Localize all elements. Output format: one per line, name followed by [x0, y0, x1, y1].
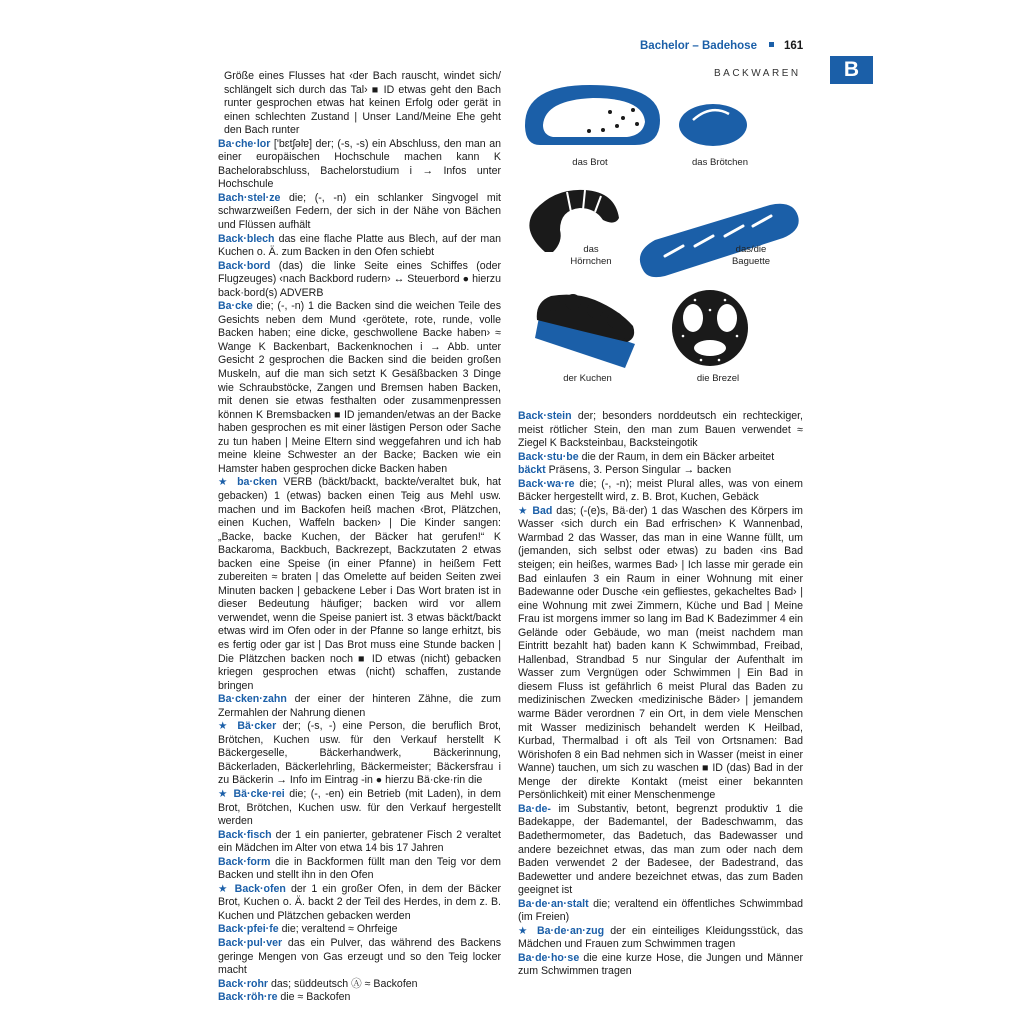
- bakery-goods-svg: [515, 80, 815, 400]
- entry-headword: Ba·cke: [218, 300, 253, 313]
- header-separator-square: [769, 42, 774, 47]
- dictionary-entry: [210, 923, 501, 937]
- entry-definition: Präsens, 3. Person Singular → backen: [545, 464, 732, 477]
- entry-definition: der; (-s, -) eine Person, die beruflich Brot, Brötchen, Kuchen usw. für den Verkauf herstellt K Bäckergeselle, Bäckerhandwerk, Bäckerinnung, Bäckerladen, Bäckerlehrling, Bäckermeister; Bäckersfrau i zu Bäckerin → Info im Eintrag -in ● hierzu Bä·cke·rin die: [218, 720, 501, 787]
- entry-definition: das ein Pulver, das während des Backens geringe Mengen von Gas erzeugt und so den Teig locker macht: [218, 937, 501, 977]
- dictionary-entry: [510, 898, 803, 925]
- dictionary-entry: [210, 300, 501, 476]
- entry-definition: der einer der hinteren Zähne, die zum Zermahlen der Nahrung dienen: [218, 693, 501, 719]
- cake-icon: [535, 294, 635, 368]
- entry-headword: Back·stu·be: [518, 450, 579, 463]
- dictionary-entry: [210, 883, 501, 924]
- entry-headword: Back·ofen: [234, 882, 286, 895]
- entry-headword: Back·röh·re: [218, 991, 278, 1004]
- entry-definition: Größe eines Flusses hat ‹der Bach rauscht, windet sich/ schlängelt sich durch das Tal› ■ ID etwas geht den Bach runter gesprochen etwas hat keinen Erfolg oder gerät in einen schlechten Zustand | Unser Land/Meine Ehe geht den Bach runter: [224, 70, 501, 137]
- dictionary-entry: [510, 451, 803, 465]
- entry-headword: Back·fisch: [218, 828, 272, 841]
- pretzel-icon: [672, 290, 748, 366]
- header-range: Bachelor – Badehose: [640, 40, 757, 52]
- entry-definition: die; (-, -n) 1 die Backen sind die weichen Teile des Gesichts neben dem Mund ‹gerötete, rote, runde, volle Backen haben; eine dicke, geschwollene Backe haben› ≈ Wange K Backenbart, Backenknochen i → Abb. unter Gesicht 2 gesprochen die Backen sind die beiden großen Muskeln, auf die man sich setzt K Gesäßbacken 3 Dinge wie Schraubstöcke, Zangen und Bremsen haben Backen, mit denen sie etwas festhalten oder zusammenpressen können K Bremsbacken ■ ID jemanden/etwas an der Backe haben gesprochen es mit einer lästigen Person oder Sache zu tun haben | Meine Eltern sind weggefahren und ich hab meine kleine Schwester an der Backe; Backen wie ein Hamster haben gesprochen dicke Backen haben: [218, 300, 501, 475]
- entry-headword: Bä·cke·rei: [233, 787, 285, 800]
- entry-definition: ['bɛtʃəlɐ] der; (-s, -s) ein Abschluss, den man an einer europäischen Hochschule machen kann K Bachelorabschluss, Bachelorstudium i → Infos unter Hochschule: [218, 137, 501, 191]
- dictionary-entry: [210, 720, 501, 788]
- running-header: [640, 40, 803, 52]
- entry-definition: die; (-, -n); meist Plural alles, was von einem Bäcker hergestellt wird, z. B. Brot, Kuchen, Gebäck: [518, 477, 803, 504]
- dictionary-entry: [210, 937, 501, 978]
- entry-headword: Ba·de·an·zug: [536, 924, 605, 937]
- caption-hoernchen: das Hörnchen: [570, 244, 612, 267]
- entry-definition: der ein einteiliges Kleidungsstück, das Mädchen und Frauen zum Schwimmen tragen: [518, 924, 803, 951]
- caption-baguette: das/die Baguette: [731, 244, 771, 267]
- bread-icon: [525, 85, 660, 145]
- dictionary-entry: [210, 978, 501, 992]
- star-marker-icon: ★: [518, 504, 533, 517]
- entry-definition: die eine kurze Hose, die Jungen und Männer zum Schwimmen tragen: [518, 951, 803, 978]
- entry-headword: Bä·cker: [237, 720, 277, 733]
- dictionary-entry: [510, 925, 803, 952]
- entry-definition: die; (-, -en) ein Betrieb (mit Laden), in dem Brot, Brötchen, Kuchen usw. für den Verkauf hergestellt werden: [218, 787, 501, 828]
- entry-definition: die der Raum, in dem ein Bäcker arbeitet: [578, 450, 775, 463]
- entry-headword: Ba·de·an·stalt: [518, 897, 589, 910]
- dictionary-entry: [210, 788, 501, 829]
- entry-headword: Ba·che·lor: [218, 137, 271, 150]
- entry-headword: Ba·de·ho·se: [518, 951, 580, 964]
- dictionary-entry: [210, 476, 501, 693]
- dictionary-entry: [510, 464, 803, 478]
- dictionary-entry: [210, 856, 501, 883]
- section-label: BACKWAREN: [714, 68, 801, 79]
- dictionary-entry: [510, 952, 803, 979]
- entry-definition: (das) die linke Seite eines Schiffes (oder Flugzeuges) ‹nach Backbord rudern› ↔ Steuerbord ● hierzu back·bord(s) ADVERB: [218, 259, 501, 299]
- star-marker-icon: ★: [218, 882, 235, 895]
- entry-definition: die ≈ Backofen: [277, 991, 351, 1004]
- star-marker-icon: ★: [518, 924, 537, 937]
- entry-headword: ba·cken: [237, 476, 278, 489]
- entry-definition: die; veraltend ≈ Ohrfeige: [278, 923, 398, 936]
- star-marker-icon: ★: [218, 476, 238, 489]
- entry-definition: der 1 ein großer Ofen, in dem der Bäcker Brot, Kuchen o. Ä. backt 2 der Teil des Herdes, in dem z. B. Kuchen und Plätzchen gebacken werden: [218, 882, 501, 922]
- dictionary-entry: [510, 803, 803, 898]
- dictionary-entry: [210, 829, 501, 856]
- entry-definition: der 1 ein panierter, gebratener Fisch 2 veraltet ein Mädchen im Alter von etwa 14 bis 17 Jahren: [218, 828, 501, 855]
- star-marker-icon: ★: [218, 787, 234, 800]
- entry-definition: das; süddeutsch Ⓐ ≈ Backofen: [268, 977, 418, 990]
- entry-headword: Back·rohr: [218, 977, 269, 990]
- entry-headword: Back·stein: [518, 410, 572, 422]
- entry-headword: Back·pfei·fe: [218, 923, 279, 936]
- entry-headword: Back·pul·ver: [218, 937, 283, 949]
- entry-headword: Bad: [532, 504, 553, 517]
- entry-definition: der; besonders norddeutsch ein rechteckiger, meist rötlicher Stein, den man zum Bauen verwendet ≈ Ziegel K Backsteinbau, Backsteingotik: [518, 410, 803, 450]
- dictionary-entry: [510, 505, 803, 803]
- entry-definition: die; veraltend ein öffentliches Schwimmbad (im Freien): [518, 897, 803, 924]
- caption-broetchen: das Brötchen: [692, 157, 748, 168]
- caption-brot: das Brot: [572, 157, 608, 168]
- dictionary-entry: [510, 410, 803, 451]
- dictionary-entry: [210, 991, 501, 1005]
- entry-definition: VERB (bäckt/backt, backte/veraltet buk, hat gebacken) 1 (etwas) backen einen Teig aus Mehl usw. machen und im Backofen heiß machen ‹Brot, Plätzchen, einen Kuchen, Waffeln backen› | Die Kinder sangen: „Backe, backe Kuchen, der Bäcker hat gerufen!“ K Backaroma, Backbuch, Backrezept, Backzutaten 2 etwas backen eine Speise (in einer Pfanne) in heißem Fett zubereiten ≈ braten | das Omelette auf beiden Seiten zwei Minuten backen | gebackene Leber i Das Wort braten ist in dieser Bedeutung häufiger; backen wird vor allem verwendet, wenn die Speise paniert ist. 3 etwas bäckt/backt etwas wird im Ofen oder in der Pfanne so lange erhitzt, bis es fertig oder gar ist | Das Brot muss eine Stunde backen | Die Plätzchen backen noch ■ ID etwas (nicht) gebacken kriegen gesprochen etwas (nicht) schaffen, zustande bringen: [218, 476, 501, 692]
- dictionary-entry: [210, 192, 501, 233]
- dictionary-entry: [210, 233, 501, 260]
- entry-headword: Ba·de-: [518, 802, 551, 815]
- entry-headword: bäckt: [518, 464, 546, 477]
- dictionary-entry: [210, 138, 501, 192]
- entry-headword: Bach·stel·ze: [218, 191, 281, 204]
- right-column: [510, 410, 803, 979]
- left-column: [210, 70, 501, 1005]
- entry-headword: Back·bord: [218, 259, 271, 272]
- star-marker-icon: ★: [218, 720, 238, 733]
- entry-headword: Back·blech: [218, 232, 275, 245]
- entry-headword: Back·form: [218, 855, 271, 868]
- dictionary-entry: [210, 693, 501, 720]
- letter-thumb-tab: B: [830, 56, 873, 84]
- backwaren-illustrations: [515, 80, 815, 400]
- dictionary-entry: [510, 478, 803, 505]
- caption-kuchen: der Kuchen: [563, 373, 612, 384]
- entry-headword: Back·wa·re: [518, 477, 575, 490]
- page-number: 161: [783, 40, 804, 52]
- entry-definition: die; (-, -n) ein schlanker Singvogel mit schwarzweißen Federn, der sich in der Nähe von Bächen und Flüssen aufhält: [218, 191, 501, 232]
- croissant-icon: [529, 190, 619, 252]
- entry-definition: im Substantiv, betont, begrenzt produktiv 1 die Badekappe, der Bademantel, der Badeschwamm, das Badethermometer, das Badetuch, das Badewasser und andere bezeichnet etwas, das man zum oder nach dem Baden verwendet 2 der Badesee, der Badestrand, das Badewetter und andere bezeichnet etwas, das zum Baden geeignet ist: [518, 802, 803, 897]
- entry-definition: das eine flache Platte aus Blech, auf der man Kuchen o. Ä. zum Backen in den Ofen schiebt: [218, 232, 501, 259]
- bread-roll-icon: [679, 104, 747, 146]
- dictionary-entry: [210, 70, 501, 138]
- entry-definition: das; (-(e)s, Bä·der) 1 das Waschen des Körpers im Wasser ‹sich durch ein Bad erfrischen› K Wannenbad, Warmbad 2 das Wasser, das man in eine Wanne füllt, um (jemanden, sich selbst oder etwas) zu baden ‹ins Bad steigen; ein heißes, warmes Bad› | Ich lasse mir gerade ein Bad einlaufen 3 ein Raum in einer Wohnung mit einer Badewanne oder Dusche ‹ein gefliestes, gekacheltes Bad› | eine Wohnung mit zwei Zimmern, Küche und Bad | Meine Frau ist morgens immer so lang im Bad K Badezimmer 4 ein Gelände oder Gebäude, wo man (meist nachdem man Eintritt bezahlt hat) baden kann K Schwimmbad, Freibad, Hallenbad, Strandbad 5 nur Singular der Aufenthalt im Wasser zum Vergnügen oder Schwimmen | Ein Bad in diesem Fluss ist gefährlich 6 meist Plural das Baden zu medizinischen Zwecken ‹medizinische Bäder› | jemandem warme Bäder verordnen 7 ein Ort, in dem viele Menschen mit Wasser medizinisch behandelt werden K Heilbad, Kurbad, Thermalbad i oft als Teil von Ortsnamen: Bad Wörishofen 8 ein Bad nehmen sich in Wasser (meist in einer Wanne) tauchen, um sich zu waschen ■ ID (das) Bad in der Menge der direkte Kontakt (meist einer bekannten Persönlichkeit) mit einer Menschenmenge: [518, 504, 803, 802]
- caption-brezel: die Brezel: [696, 373, 740, 384]
- dictionary-entry: [210, 260, 501, 301]
- entry-headword: Ba·cken·zahn: [218, 693, 287, 706]
- entry-definition: die in Backformen füllt man den Teig vor dem Backen und stellt ihn in den Ofen: [218, 855, 501, 882]
